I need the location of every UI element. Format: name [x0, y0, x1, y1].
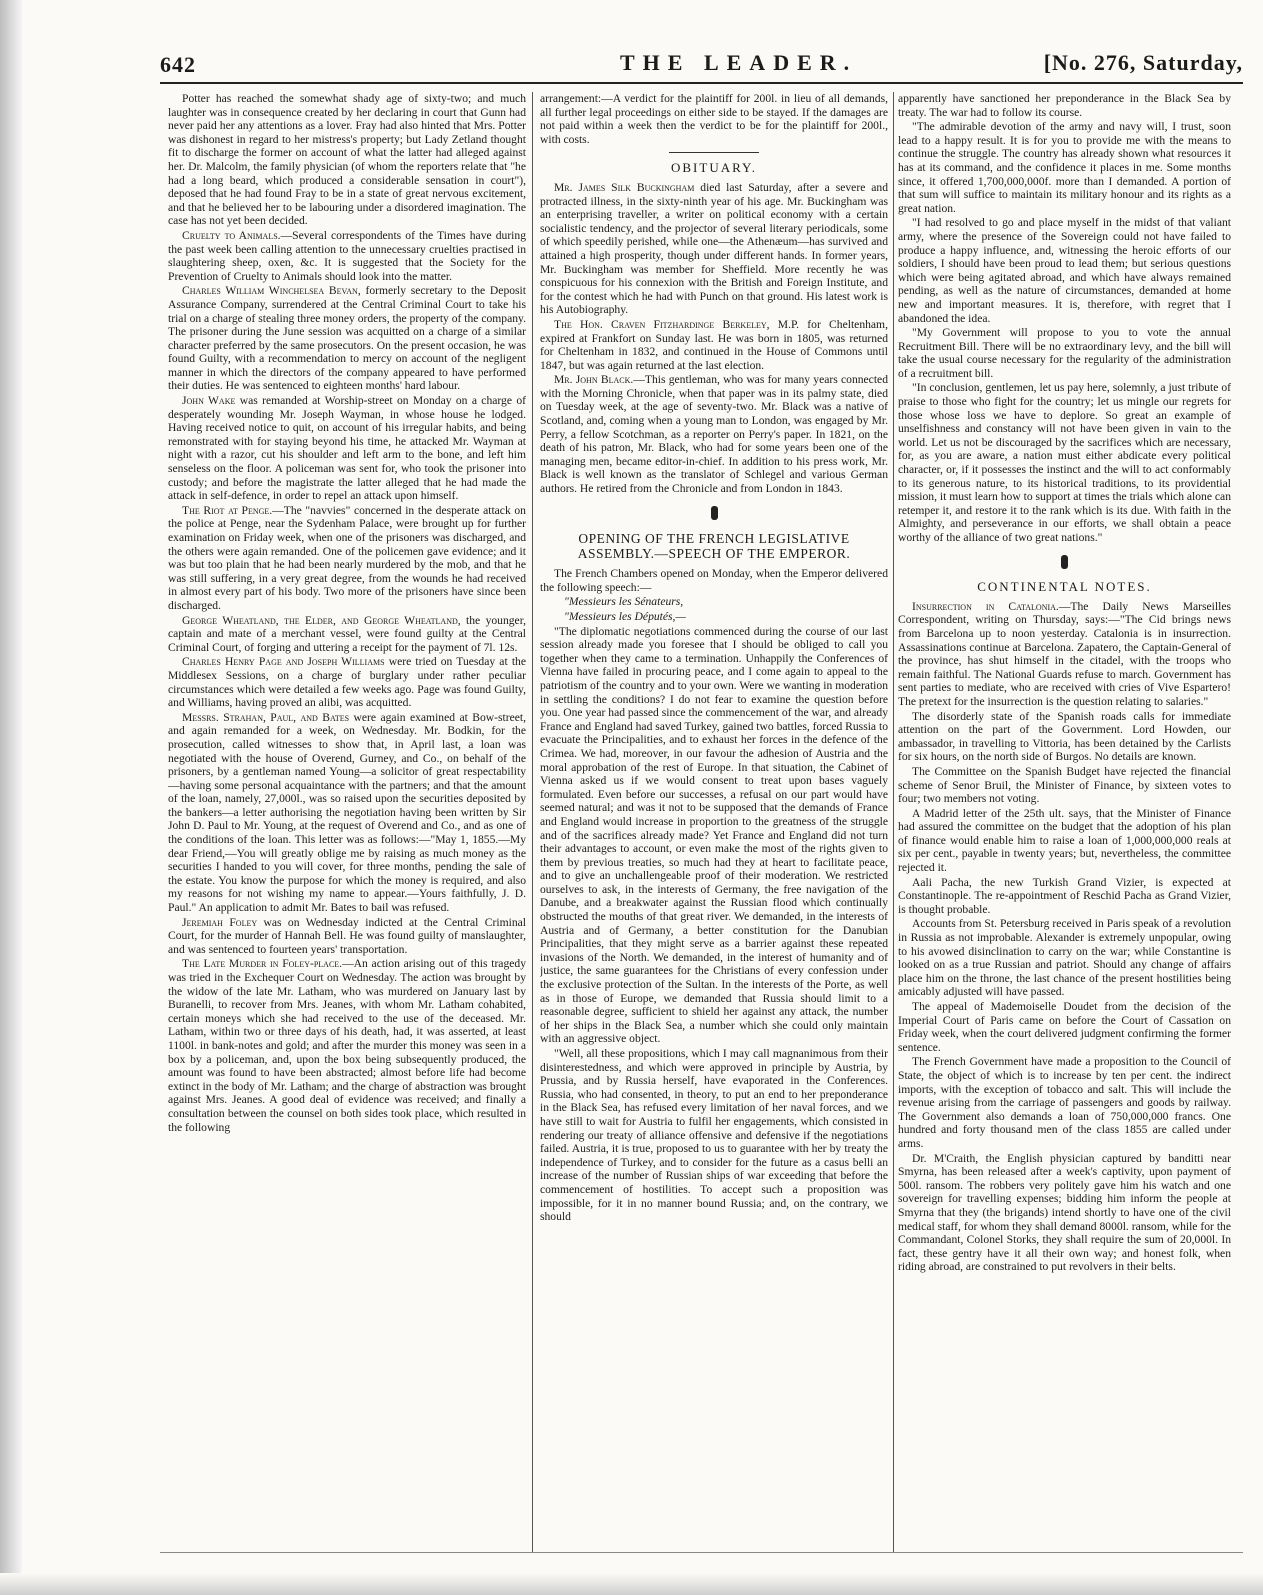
paragraph: The Late Murder in Foley-place.—An action arising out of this tragedy was tried in the Exchequer Court on Wednesday. The action was brought by the widow of the late Mr. Latham, who was murdered on January last by Buranelli, to recover from Mrs. Jeanes, with whom Mr. Latham cohabited, certain moneys which she had received to the use of the deceased. Mr. Latham, within two or three days of his death, had, it was asserted, at least 1100l. in bank-notes and gold; and after the murder this money was seen in a box by a policeman, and, upon the box being subsequently produced, the amount was found to have been abstracted; almost before life had become extinct in the body of Mr. Latham; and the charge of abstraction was brought against Mrs. Jeanes. A good deal of evidence was received; and finally a consultation between the counsel on both sides took place, which resulted in the following	[168, 957, 526, 1134]
paragraph: Potter has reached the somewhat shady age of sixty-two; and much laughter was in consequence created by her declaring in court that Gunn had never paid her any attentions as a lover. Fray had also hinted that Mrs. Potter was dishonest in regard to her mistress's property; but Lady Zetland thought fit to discharge the former on account of what the latter had alleged against her. Dr. Malcolm, the family physician (of whom the reporters relate that "he had a long beard, which produced a considerable sensation in court"), deposed that he had found Fray to be in a state of great nervous excitement, and that he believed her to be labouring under a disordered imagination. The case has not yet been decided.	[168, 92, 526, 228]
column-divider	[532, 92, 533, 1552]
paragraph: Aali Pacha, the new Turkish Grand Vizier, is expected at Constantinople. The re-appointment of Reschid Pacha as Grand Vizier, is thought probable.	[898, 875, 1231, 916]
column-3	[898, 92, 1231, 1542]
section-ornament	[540, 506, 888, 524]
paragraph: Cruelty to Animals.—Several correspondents of the Times have during the past week been calling attention to the unnecessary cruelties practised in slaughtering sheep, oxen, &c. It is suggested that the Society for the Prevention of Cruelty to Animals should look into the matter.	[168, 228, 526, 283]
paragraph: Dr. M'Craith, the English physician captured by banditti near Smyrna, has been released after a week's captivity, upon payment of 500l. ransom. The robbers very politely gave him his watch and one sovereign for travelling expenses; bidding him inform the people at Smyrna that they (the brigands) intend shortly to have one of the civil medical staff, for whom they shall demand 8000l. ransom, while for the Commandant, Colonel Storks, they shall require the sum of 20,000l. In fact, these gentry have it all their own way; and honest folk, when riding abroad, are constrained to put revolvers in their belts.	[898, 1151, 1231, 1274]
masthead-title: THE LEADER.	[620, 50, 858, 75]
paragraph: The French Chambers opened on Monday, when the Emperor delivered the following speech:—	[540, 567, 888, 594]
issue-label: [No. 276, Saturday,	[1043, 50, 1243, 75]
paragraph: Charles Henry Page and Joseph Williams were tried on Tuesday at the Middlesex Sessions, on a charge of burglary under rather peculiar circumstances which were detailed a few weeks ago. Page was found Guilty, and Williams, having proved an alibi, was acquitted.	[168, 655, 526, 710]
paragraph: John Wake was remanded at Worship-street on Monday on a charge of desperately wounding Mr. Joseph Wayman, in whose house he lodged. Having received notice to quit, on account of his irregular habits, and being remonstrated with for staying beyond his time, he attacked Mr. Wayman at night with a razor, cut his shoulder and left arm to the bone, and left him senseless on the floor. A policeman was sent for, who took the prisoner into custody; and before the magistrate the latter alleged that he had made the attack in self-defence, in order to repel an attack upon himself.	[168, 394, 526, 503]
paragraph: Mr. John Black.—This gentleman, who was for many years connected with the Morning Chronicle, when that paper was in its palmy state, died on Tuesday week, at the age of seventy-two. Mr. Black was a native of Scotland, and, coming when a young man to London, was engaged by Mr. Perry, a fellow Scotchman, as a reporter on Perry's paper. In 1821, on the death of his patron, Mr. Black, who had for some years been one of the managing men, became editor-in-chief. In addition to his press work, Mr. Black is well known as the translator of Schlegel and various German authors. He retired from the Chronicle and from London in 1843.	[540, 373, 888, 496]
page-bottom-shadow	[0, 1573, 1263, 1595]
paragraph: The French Government have made a proposition to the Council of State, the object of which is to increase by ten per cent. the indirect imports, with the exception of tobacco and salt. This will include the revenue arising from the carriage of passengers and goods by railway. The Government also demands a loan of 750,000,000 francs. One hundred and forty thousand men of the class 1855 are called under arms.	[898, 1055, 1231, 1150]
paragraph: arrangement:—A verdict for the plaintiff for 200l. in lieu of all demands, all further legal proceedings on either side to be stayed. If the damages are not paid within a week then the verdict to be for the plaintiff for 200l., with costs.	[540, 92, 888, 146]
salutation: "Messieurs les Députés,—	[564, 610, 686, 623]
page-edge-shadow	[0, 0, 22, 1595]
paragraph: Accounts from St. Petersburg received in Paris speak of a revolution in Russia as not improbable. Alexander is extremely unpopular, owing to his avowed disinclination to carry on the war; while Constantine is looked on as a true Russian and patriot. Should any change of affairs place him on the throne, the last chance of the present hostilities being amicably adjusted will have passed.	[898, 917, 1231, 999]
paragraph: Messrs. Strahan, Paul, and Bates were again examined at Bow-street, and again remanded for a week, on Wednesday. Mr. Bodkin, for the prosecution, called witnesses to show that, in April last, a loan was negotiated with the house of Overend, Gurney, and Co., on behalf of the prisoners, by a gentleman named Young—a solicitor of great respectability—having some personal acquaintance with the partners; and that the amount of the loan, namely, 27,000l., was so raised upon the securities deposited by the bankers—a letter authorising the negotiation having been written by Sir John D. Paul to Mr. Young, at the request of Overend and Co., and as one of the conditions of the loan. This letter was as follows:—"May 1, 1855.—My dear Friend,—You will greatly oblige me by raising as much money as the securities I handed to you will cover, for three months, pending the sale of the estate. You know the purpose for which the money is required, and also my reasons for not wishing my name to appear.—Yours faithfully, J. D. Paul." An application to admit Mr. Bates to bail was refused.	[168, 710, 526, 915]
paragraph: A Madrid letter of the 25th ult. says, that the Minister of Finance had assured the committee on the budget that the adoption of his plan of finance would enable him to raise a loan of 1,000,000,000 reals at six per cent., payable in twenty years; but, nevertheless, the committee rejected it.	[898, 806, 1231, 875]
column-2	[540, 92, 888, 1542]
column-1	[168, 92, 526, 1542]
paragraph: The Committee on the Spanish Budget have rejected the financial scheme of Senor Bruil, the Minister of Finance, by sixteen votes to four; two members not voting.	[898, 764, 1231, 806]
paragraph: George Wheatland, the Elder, and George Wheatland, the younger, captain and mate of a merchant vessel, were found guilty at the Central Criminal Court, of forging and uttering a receipt for the payment of 7l. 12s.	[168, 613, 526, 654]
section-ornament	[898, 555, 1231, 573]
paragraph: "My Government will propose to you to vote the annual Recruitment Bill. There will be no extraordinary levy, and the bill will take the usual course necessary for the regularity of the administration of a recruitment bill.	[898, 326, 1231, 380]
paragraph: "I had resolved to go and place myself in the midst of that valiant army, where the presence of the Sovereign could not have failed to produce a happy influence, and, witnessing the heroic efforts of our soldiers, I should have been proud to lead them; but serious questions which were being agitated abroad, and which have always remained pending, as well as the nature of circumstances, demanded at home new and important measures. It is, therefore, with regret that I abandoned the idea.	[898, 216, 1231, 325]
paragraph: The appeal of Mademoiselle Doudet from the decision of the Imperial Court of Paris came on before the Court of Cassation on Friday week, when the court delivered judgment confirming the former sentence.	[898, 1000, 1231, 1054]
obituary-heading: OBITUARY.	[670, 160, 758, 176]
paragraph: Jeremiah Foley was on Wednesday indicted at the Central Criminal Court, for the murder of Hannah Bell. He was found guilty of manslaughter, and was sentenced to fourteen years' transportation.	[168, 915, 526, 956]
paragraph: Mr. James Silk Buckingham died last Saturday, after a severe and protracted illness, in the sixty-ninth year of his age. Mr. Buckingham was an enterprising traveller, a writer on political economy with a certain socialistic tendency, and the projector of several literary periodicals, some of which speedily perished, while one—the Athenæum—has survived and attained a high prosperity, though under different hands. In former years, Mr. Buckingham was member for Sheffield. More recently he was conspicuous for his connexion with the British and Foreign Institute, and for the contest which he had with Punch on that ground. His latest work is his Autobiography.	[540, 180, 888, 317]
bottom-rule	[160, 1552, 1243, 1553]
paragraph: Insurrection in Catalonia.—The Daily News Marseilles Correspondent, writing on Thursday, says:—"The Cid brings news from Barcelona up to noon yesterday. Catalonia is in insurrection. Assassinations continue at Barcelona. Zapatero, the Captain-General of the province, has shut himself in the citadel, with the troops who remain faithful. The National Guards refuse to march. Government has sent parties to mediate, who are received with cries of Vive Espartero! The pretext for the insurrection is the question relating to salaries."	[898, 599, 1231, 708]
section-rule	[669, 152, 759, 153]
page-number: 642	[160, 52, 196, 77]
header-rule	[160, 82, 1243, 84]
paragraph: The disorderly state of the Spanish roads calls for immediate attention on the part of the Government. Lord Howden, our ambassador, in travelling to Vittoria, has been detained by the Carlists for six hours, on the north side of Burgos. No details are known.	[898, 709, 1231, 764]
paragraph: Charles William Winchelsea Bevan, formerly secretary to the Deposit Assurance Company, surrendered at the Central Criminal Court to take his trial on a charge of stealing three money orders, the property of the company. The prisoner during the June session was acquitted on a charge of a similar character preferred by the same prosecutors. On the present occasion, he was found Guilty, with a recommendation to mercy on account of the negligent manner in which the directors of the company appeared to have performed their duties. He was sentenced to eighteen months' hard labour.	[168, 284, 526, 393]
paragraph: apparently have sanctioned her preponderance in the Black Sea by treaty. The war had to follow its course.	[898, 92, 1231, 119]
paragraph: "Well, all these propositions, which I may call magnanimous from their disinterestedness, and which were approved in principle by Austria, by Prussia, and by Russia herself, have evaporated in the Conferences. Russia, who had consented, in theory, to put an end to her preponderance in the Black Sea, has refused every limitation of her naval forces, and we have still to wait for Austria to fulfil her engagements, which consisted in rendering our treaty of alliance offensive and defensive if the negotiations failed. Austria, it is true, proposed to us to guarantee with her by treaty the independence of Turkey, and to consider for the future as a casus belli an increase of the number of Russian ships of war exceeding that before the commencement of hostilities. To accept such a proposition was impossible, for it in no manner bound Russia; and, on the contrary, we should	[540, 1047, 888, 1224]
paragraph: "In conclusion, gentlemen, let us pay here, solemnly, a just tribute of praise to those who fight for the country; let us mingle our regrets for those whose loss we have to deplore. So great an example of unselfishness and constancy will not have been given in vain to the world. Let us not be discouraged by the sacrifices which are necessary, for, as you are aware, a nation must either abdicate every political character, or, if it possesses the instinct and the will to act conformably to its generous nature, to its historical traditions, to its providential mission, it must learn how to support at times the trials which alone can retemper it, and restore it to the rank which is its due. With faith in the Almighty, and perseverance in our efforts, we shall obtain a peace worthy of the alliance of two great nations."	[898, 381, 1231, 544]
speech-heading: OPENING OF THE FRENCH LEGISLATIVE ASSEMBLY.—SPEECH OF THE EMPEROR.	[577, 531, 851, 562]
salutation: "Messieurs les Sénateurs,	[564, 595, 684, 609]
paragraph: The Riot at Penge.—The "navvies" concerned in the desperate attack on the police at Penge, near the Sydenham Palace, were brought up for further examination on Friday week, when one of the prisoners was discharged, and the others were again remanded. One of the policemen gave evidence; and it was but too plain that he had been nearly murdered by the mob, and that he was still suffering, in a very great degree, from the wounds he had received in almost every part of his body. Two more of the prisoners have since been discharged.	[168, 503, 526, 612]
page-header	[160, 46, 1243, 76]
continental-notes-heading: CONTINENTAL NOTES.	[977, 579, 1152, 595]
column-divider	[893, 92, 894, 1552]
paragraph: "The diplomatic negotiations commenced during the course of our last session already made you foresee that I should be obliged to call you together when they came to a termination. Unhappily the Conferences of Vienna have failed in procuring peace, and I come again to appeal to the patriotism of the country and to your own. Were we wanting in moderation in settling the conditions? I do not fear to examine the question before you. One year had passed since the commencement of the war, and already France and England had saved Turkey, gained two battles, forced Russia to evacuate the Principalities, and to exhaust her forces in the defence of the Crimea. We had, moreover, in our favour the adhesion of Austria and the moral approbation of the rest of Europe. In that situation, the Cabinet of Vienna asked us if we would consent to treat upon bases vaguely formulated. Even before our successes, a refusal on our part would have seemed natural; and was it not to be supposed that the demands of France and England would increase in proportion to the greatness of the struggle and of the sacrifices already made? Yet France and England did not turn their advantages to account, or even make the most of the rights given to them by previous treaties, so much had they at heart to facilitate peace, and to give an unchallengeable proof of their moderation. We restricted ourselves to ask, in the interests of Germany, the free navigation of the Danube, and a breakwater against the Russian flood which continually obstructed the mouths of that great river. We demanded, in the interests of Austria and of Germany, a better constitution for the Danubian Principalities, that they might serve as a barrier against these repeated invasions of the North. We demanded, in the interest of humanity and of justice, the same guarantees for the Christians of every confession under the exclusive protection of the Sultan. In the interests of the Porte, as well as in those of Europe, we demanded that Russia should limit to a reasonable degree, sufficient to shield her against any attack, the number of her ships in the Black Sea, a number which she could only maintain with an aggressive object.	[540, 624, 888, 1046]
paragraph: The Hon. Craven Fitzhardinge Berkeley, M.P. for Cheltenham, expired at Frankfort on Sunday last. He was born in 1805, was returned for Cheltenham in 1832, and continued in the House of Commons until 1847, but was again returned at the last election.	[540, 317, 888, 372]
paragraph: "The admirable devotion of the army and navy will, I trust, soon lead to a happy result. It is for you to provide me with the means to continue the struggle. The country has already shown what resources it has at its command, and the confidence it places in me. Some months since, it offered 1,700,000,000f. more than I demanded. A portion of that sum will suffice to maintain its military honour and its rights as a great nation.	[898, 120, 1231, 215]
